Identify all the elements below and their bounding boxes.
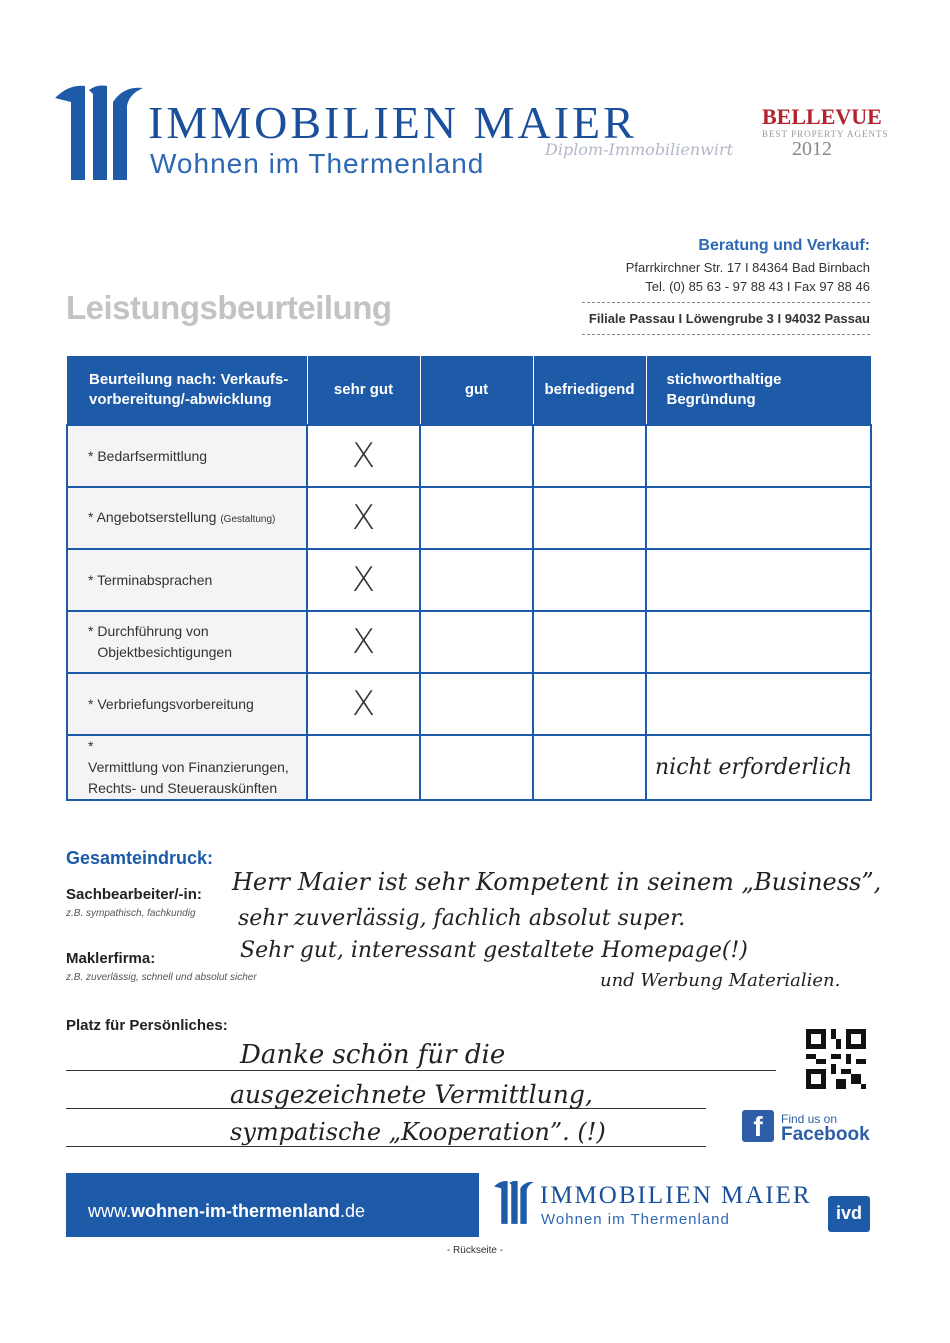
header-satisfactory: befriedigend bbox=[533, 356, 646, 425]
contact-block bbox=[582, 236, 870, 341]
footer-brand-tagline: Wohnen im Thermenland bbox=[541, 1211, 730, 1228]
table-header-row bbox=[67, 356, 871, 425]
award-name: BELLEVUE bbox=[762, 104, 882, 129]
firm-label: Maklerfirma: bbox=[66, 950, 156, 967]
contact-divider bbox=[582, 302, 870, 303]
very-good-cell[interactable] bbox=[307, 549, 420, 611]
agent-hint: z.B. sympathisch, fachkundig bbox=[66, 908, 196, 919]
reason-cell[interactable] bbox=[646, 425, 871, 487]
footer-logo-icon bbox=[494, 1174, 534, 1230]
company-logo-icon bbox=[55, 82, 143, 182]
award-subtitle: BEST PROPERTY AGENTS bbox=[762, 129, 889, 139]
check-mark: X bbox=[351, 622, 376, 662]
very-good-cell[interactable] bbox=[307, 673, 420, 735]
page-note: - Rückseite - bbox=[446, 1245, 504, 1256]
satisfactory-cell[interactable] bbox=[533, 425, 646, 487]
table-row bbox=[67, 673, 871, 735]
table-row bbox=[67, 611, 871, 673]
table-row bbox=[67, 425, 871, 487]
criterion-cell bbox=[67, 425, 307, 487]
bullet: * bbox=[88, 447, 94, 464]
facebook-find-us[interactable]: Find us on bbox=[781, 1112, 838, 1126]
criterion-label: Durchführung von Objektbesichtigungen bbox=[97, 623, 232, 660]
personal-line-1[interactable]: Danke schön für die bbox=[240, 1040, 506, 1070]
personal-line-2[interactable]: ausgezeichnete Vermittlung, bbox=[230, 1080, 593, 1109]
reason-cell[interactable] bbox=[646, 487, 871, 549]
footer-brand-name: IMMOBILIEN MAIER bbox=[540, 1182, 812, 1209]
very-good-cell[interactable] bbox=[307, 425, 420, 487]
facebook-link[interactable]: Facebook bbox=[781, 1124, 870, 1145]
reason-cell[interactable] bbox=[646, 673, 871, 735]
url-domain: wohnen-im-thermenland bbox=[131, 1201, 341, 1221]
header-good: gut bbox=[420, 356, 533, 425]
reason-cell[interactable] bbox=[646, 549, 871, 611]
reason-cell[interactable] bbox=[646, 735, 871, 800]
criterion-cell bbox=[67, 549, 307, 611]
header-very-good: sehr gut bbox=[307, 356, 420, 425]
bullet: * bbox=[88, 738, 94, 754]
good-cell[interactable] bbox=[420, 549, 533, 611]
criterion-label: Terminabsprachen bbox=[97, 571, 213, 588]
very-good-cell[interactable] bbox=[307, 735, 420, 800]
reason-cell[interactable] bbox=[646, 611, 871, 673]
good-cell[interactable] bbox=[420, 735, 533, 800]
criterion-label: Verbriefungsvorbereitung bbox=[97, 695, 254, 712]
url-prefix: www. bbox=[88, 1201, 132, 1221]
url-suffix: .de bbox=[340, 1201, 366, 1221]
handwritten-title: Diplom-Immobilienwirt bbox=[545, 140, 734, 159]
firm-comment-line-2[interactable]: und Werbung Materialien. bbox=[600, 970, 841, 991]
bullet: * bbox=[88, 623, 94, 639]
qr-code-icon[interactable] bbox=[806, 1029, 866, 1089]
evaluation-table bbox=[66, 356, 872, 801]
personal-line-3[interactable]: sympatische „Kooperation”. (!) bbox=[230, 1118, 606, 1146]
overall-heading: Gesamteindruck: bbox=[66, 848, 214, 868]
bullet: * bbox=[88, 695, 94, 712]
ivd-logo: ivd bbox=[828, 1196, 870, 1232]
good-cell[interactable] bbox=[420, 611, 533, 673]
satisfactory-cell[interactable] bbox=[533, 611, 646, 673]
header-criterion: Beurteilung nach: Verkaufs-vorbereitung/-abwicklung bbox=[67, 356, 307, 425]
check-mark: X bbox=[351, 560, 376, 600]
check-mark: X bbox=[351, 436, 376, 476]
criterion-label: Angebotserstellung bbox=[96, 508, 217, 525]
criterion-cell bbox=[67, 735, 307, 800]
bullet: * bbox=[88, 571, 94, 588]
writing-line bbox=[66, 1146, 706, 1147]
satisfactory-cell[interactable] bbox=[533, 549, 646, 611]
table-row bbox=[67, 487, 871, 549]
firm-hint: z.B. zuverlässig, schnell und absolut sicher bbox=[66, 972, 257, 983]
writing-line bbox=[66, 1070, 776, 1071]
agent-comment-line-1[interactable]: Herr Maier ist sehr Kompetent in seinem „Business”, bbox=[232, 868, 882, 896]
reason-text: nicht erforderlich bbox=[655, 755, 853, 780]
good-cell[interactable] bbox=[420, 487, 533, 549]
very-good-cell[interactable] bbox=[307, 487, 420, 549]
criterion-cell bbox=[67, 487, 307, 549]
satisfactory-cell[interactable] bbox=[533, 735, 646, 800]
contact-branch: Filiale Passau I Löwengrube 3 I 94032 Passau bbox=[588, 311, 870, 326]
contact-address: Pfarrkirchner Str. 17 I 84364 Bad Birnbach bbox=[625, 260, 870, 275]
satisfactory-cell[interactable] bbox=[533, 487, 646, 549]
contact-phone: Tel. (0) 85 63 - 97 88 43 I Fax 97 88 46 bbox=[645, 279, 870, 294]
contact-divider bbox=[582, 334, 870, 335]
brand-name: IMMOBILIEN MAIER bbox=[148, 97, 637, 148]
contact-heading: Beratung und Verkauf: bbox=[698, 237, 870, 254]
facebook-icon[interactable]: f bbox=[742, 1110, 774, 1142]
criterion-label: Bedarfsermittlung bbox=[97, 447, 208, 464]
criterion-note: (Gestaltung) bbox=[220, 513, 276, 525]
criterion-cell bbox=[67, 611, 307, 673]
agent-comment-line-2[interactable]: sehr zuverlässig, fachlich absolut super. bbox=[238, 906, 686, 931]
agent-label: Sachbearbeiter/-in: bbox=[66, 886, 202, 903]
website-link[interactable] bbox=[88, 1201, 365, 1222]
section-title: Leistungsbeurteilung bbox=[66, 289, 392, 326]
firm-comment-line-1[interactable]: Sehr gut, interessant gestaltete Homepage(!) bbox=[240, 938, 748, 963]
award-year: 2012 bbox=[792, 138, 832, 160]
table-row bbox=[67, 735, 871, 800]
good-cell[interactable] bbox=[420, 673, 533, 735]
personal-heading: Platz für Persönliches: bbox=[66, 1017, 228, 1034]
criterion-cell bbox=[67, 673, 307, 735]
very-good-cell[interactable] bbox=[307, 611, 420, 673]
good-cell[interactable] bbox=[420, 425, 533, 487]
criterion-label: Vermittlung von Finanzierungen, Rechts- und Steuerauskünften bbox=[88, 759, 289, 796]
brand-tagline: Wohnen im Thermenland bbox=[150, 148, 485, 179]
table-row bbox=[67, 549, 871, 611]
check-mark: X bbox=[351, 684, 376, 724]
bullet: * bbox=[88, 508, 94, 525]
satisfactory-cell[interactable] bbox=[533, 673, 646, 735]
check-mark: X bbox=[351, 498, 376, 538]
header-reason: stichworthaltige Begründung bbox=[646, 356, 871, 425]
